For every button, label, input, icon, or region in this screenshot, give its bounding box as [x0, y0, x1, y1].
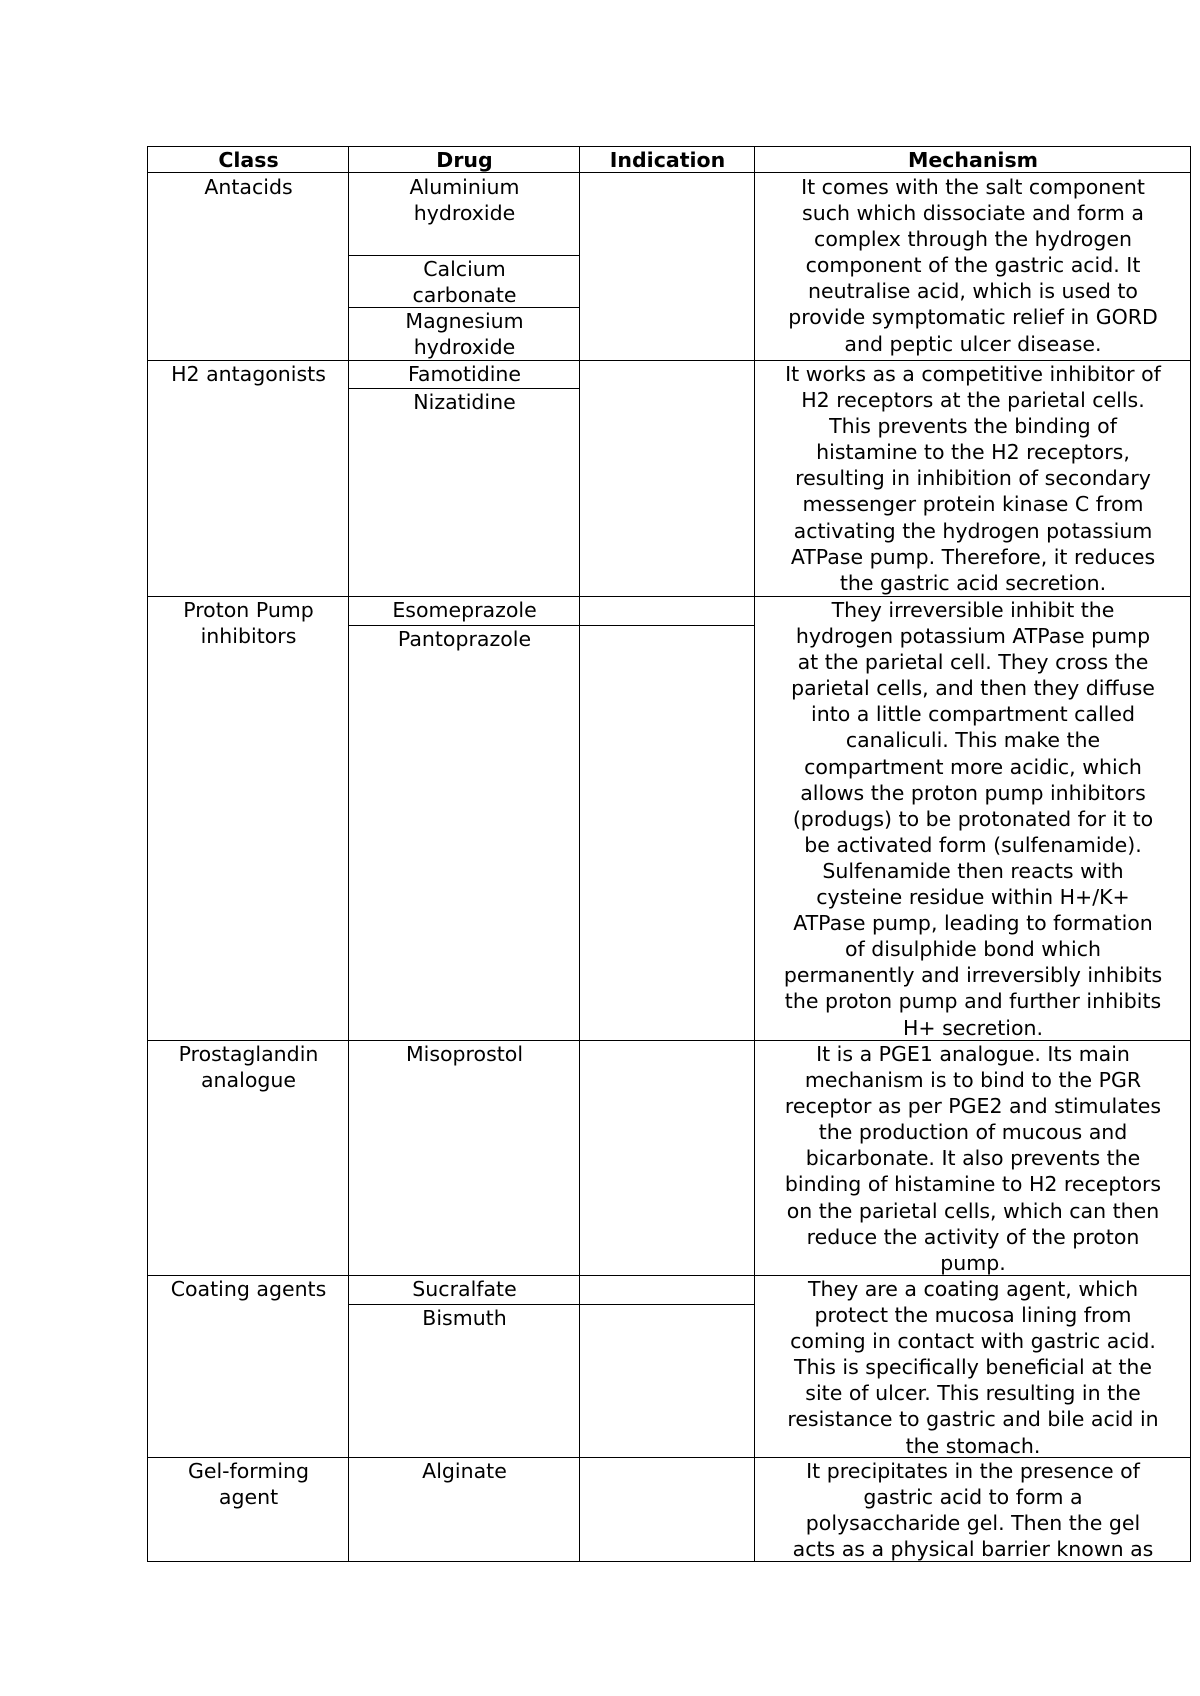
mechanism-proton-pump-inhibitors: They irreversible inhibit the hydrogen potassium ATPase pump at the parietal cell. They cross the parietal cells, and then they diffuse into a little compartment called canaliculi. This make the compartment more acidic, which allows the proton pump inhibitors (produgs) to be protonated for it to be activated form (sulfenamide). Sulfenamide then reacts with cysteine residue within H+/K+ ATPase pump, leading to formation of disulphide bond which permanently and irreversibly inhibits the proton pump and further inhibits H+ secretion. [783, 598, 1163, 1040]
class-proton-pump-inhibitors: Proton Pump inhibitors [183, 598, 314, 649]
header-drug: Drug [436, 148, 493, 172]
header-indication: Indication [609, 148, 726, 172]
drug-alginate: Alginate [422, 1459, 507, 1483]
class-coating-agents: Coating agents [170, 1277, 327, 1301]
class-prostaglandin-analogue: Prostaglandin analogue [178, 1042, 319, 1093]
drug-famotidine: Famotidine [407, 362, 522, 386]
class-gel-forming-agent: Gel-forming agent [187, 1459, 310, 1510]
header-class: Class [218, 148, 279, 172]
column-divider-indication-mechanism [754, 146, 755, 1562]
mechanism-gel-forming-agent: It precipitates in the presence of gastric acid to form a polysaccharide gel. Then the gel acts as a physical barrier known as [792, 1459, 1154, 1561]
table-border-right [1190, 146, 1191, 1562]
column-divider-class-drug [348, 146, 349, 1562]
table-border-left [147, 146, 148, 1562]
mechanism-h2-antagonists: It works as a competitive inhibitor of H2 receptors at the parietal cells. This prevents the binding of histamine to the H2 receptors, resulting in inhibition of secondary messenger protein kinase C from activating the hydrogen potassium ATPase pump. Therefore, it reduces the gastric acid secretion. [785, 362, 1161, 595]
drug-calcium-carbonate: Calcium carbonate [412, 257, 517, 308]
header-mechanism: Mechanism [907, 148, 1039, 172]
mechanism-coating-agents: They are a coating agent, which protect the mucosa lining from coming in contact with gastric acid. This is specifically beneficial at the site of ulcer. This resulting in the resistance to gastric and bile acid in the stomach. [787, 1277, 1159, 1458]
mechanism-prostaglandin-analogue: It is a PGE1 analogue. Its main mechanism is to bind to the PGR receptor as per PGE2 and stimulates the production of mucous and bicarbonate. It also prevents the binding of histamine to H2 receptors on the parietal cells, which can then reduce the activity of the proton pump. [784, 1042, 1162, 1275]
class-h2-antagonists: H2 antagonists [171, 362, 326, 386]
column-divider-drug-indication [579, 146, 580, 1562]
table-border-bottom [147, 1561, 1191, 1562]
drug-aluminium-hydroxide: Aluminium hydroxide [409, 175, 520, 226]
drug-esomeprazole: Esomeprazole [392, 598, 537, 622]
class-antacids: Antacids [204, 175, 293, 199]
mechanism-antacids: It comes with the salt component such which dissociate and form a complex through the hydrogen component of the gastric acid. It neutralise acid, which is used to provide symptomatic relief in GORD and peptic ulcer disease. [788, 175, 1158, 356]
drug-pantoprazole: Pantoprazole [397, 627, 532, 651]
drug-bismuth: Bismuth [422, 1306, 507, 1330]
drug-misoprostol: Misoprostol [405, 1042, 524, 1066]
drug-nizatidine: Nizatidine [413, 390, 516, 414]
drug-sucralfate: Sucralfate [412, 1277, 517, 1301]
drug-magnesium-hydroxide: Magnesium hydroxide [405, 309, 524, 360]
